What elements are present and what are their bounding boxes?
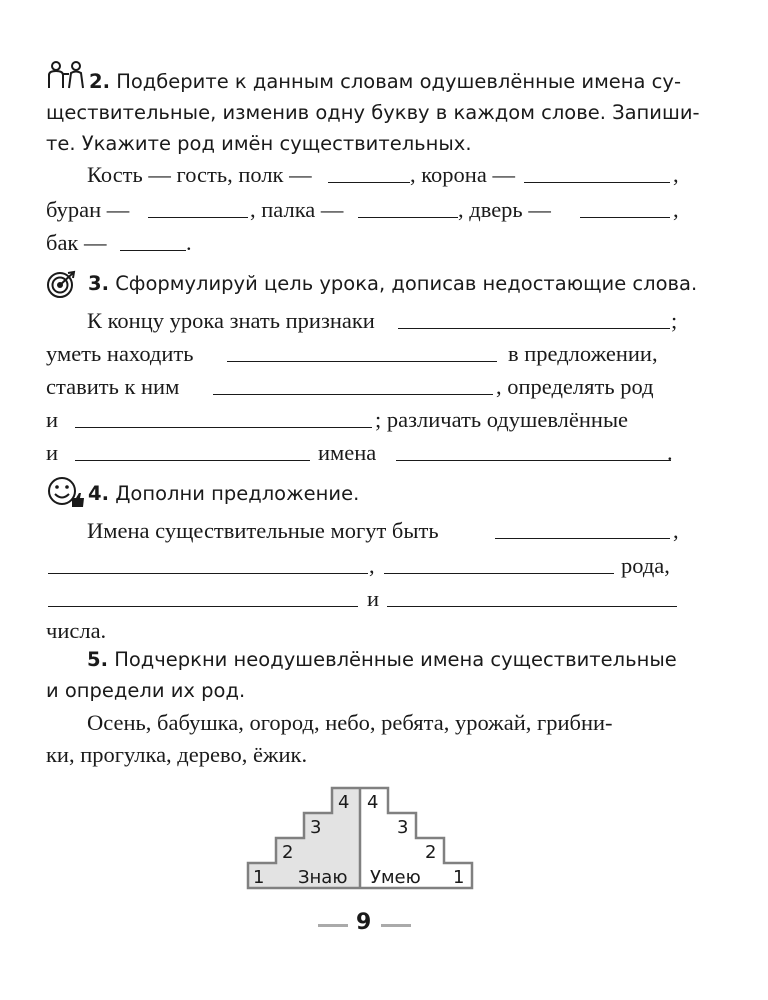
- task5-line2: и определи их род.: [46, 679, 246, 702]
- task2-ex-l1c: ,: [673, 162, 679, 187]
- task2-ex-l2d: ,: [673, 197, 679, 222]
- task4-title-line: [88, 484, 359, 504]
- stairs-right-label: Умею: [370, 867, 421, 888]
- right-step-4: 4: [367, 792, 379, 813]
- smiley-thumbs-up-icon: [46, 476, 86, 510]
- self-assessment-stairs: [240, 778, 480, 894]
- task4-blank-5[interactable]: [387, 606, 677, 607]
- task3-title-line: [88, 274, 697, 294]
- task4-blank-3[interactable]: [384, 573, 614, 574]
- target-icon: [46, 270, 76, 300]
- task3-l5b: имена: [318, 440, 377, 465]
- left-step-1: 1: [253, 867, 265, 888]
- task3-blank-4[interactable]: [75, 427, 372, 428]
- task2-blank-2[interactable]: [524, 182, 670, 183]
- right-step-3: 3: [397, 817, 409, 838]
- task2-line2: ществительные, изменив одну букву в каждом слове. Запиши-: [46, 101, 700, 124]
- task3-l2a: уметь находить: [46, 341, 194, 366]
- task3-blank-1[interactable]: [398, 328, 670, 329]
- task2-ex-l2b: , палка —: [250, 197, 344, 222]
- task4-l1a: Имена существительные могут быть: [87, 518, 439, 543]
- task3-number: 3.: [88, 272, 109, 295]
- task3-l4b: ; различать одушевлённые: [375, 407, 629, 432]
- task3-title: Сформулируй цель урока, дописав недостающие слова.: [115, 272, 698, 295]
- task4-title: Дополни предложение.: [115, 482, 360, 505]
- task2-blank-6[interactable]: [120, 250, 186, 251]
- task2-ex-l1b: , корона —: [410, 162, 515, 187]
- left-step-4: 4: [338, 792, 350, 813]
- task5-line1: [87, 650, 677, 670]
- task4-number: 4.: [88, 482, 109, 505]
- task5-ex-l2: ки, прогулка, дерево, ёжик.: [46, 742, 308, 767]
- task4-blank-2[interactable]: [48, 573, 368, 574]
- task2-blank-1[interactable]: [328, 182, 410, 183]
- left-step-2: 2: [282, 842, 294, 863]
- task4-blank-4[interactable]: [48, 606, 358, 607]
- task3-blank-6[interactable]: [396, 460, 671, 461]
- stairs-left-label: Знаю: [298, 867, 348, 888]
- task3-blank-2[interactable]: [227, 361, 497, 362]
- task4-l2a: ,: [369, 553, 375, 578]
- page-number-bar-left: [318, 924, 348, 927]
- page-number-bar-right: [381, 924, 411, 927]
- task5-number: 5.: [87, 648, 108, 671]
- task4-l1b: ,: [673, 518, 679, 543]
- task2-blank-5[interactable]: [580, 217, 670, 218]
- task2-blank-4[interactable]: [358, 217, 458, 218]
- task2-ex-l1a: Кость — гость, полк —: [87, 162, 312, 187]
- task3-blank-5[interactable]: [75, 460, 310, 461]
- task4-l4: числа.: [46, 618, 107, 643]
- task2-line1: [89, 72, 681, 92]
- task2-blank-3[interactable]: [148, 217, 248, 218]
- task2-line3: те. Укажите род имён существительных.: [46, 132, 472, 155]
- task4-l3a: и: [367, 586, 380, 611]
- task5-ex-l1: Осень, бабушка, огород, небо, ребята, урожай, грибни-: [87, 710, 613, 735]
- task3-l5c: .: [667, 440, 673, 465]
- task3-l1a: К концу урока знать признаки: [87, 308, 375, 333]
- task5-text-1: Подчеркни неодушевлённые имена существительные: [114, 648, 677, 671]
- task3-l2b: в предложении,: [508, 341, 658, 366]
- task2-ex-l3a: бак —: [46, 230, 107, 255]
- task3-l1b: ;: [671, 308, 678, 333]
- task2-text-1: Подберите к данным словам одушевлённые имена су-: [116, 70, 681, 93]
- right-step-2: 2: [425, 842, 437, 863]
- task3-l5a: и: [46, 440, 59, 465]
- page-number: 9: [356, 910, 372, 935]
- pair-work-icon: [46, 60, 88, 90]
- left-step-3: 3: [310, 817, 322, 838]
- task2-ex-l2c: , дверь —: [458, 197, 551, 222]
- task2-ex-l3b: .: [186, 230, 192, 255]
- task2-ex-l2a: буран —: [46, 197, 130, 222]
- task3-l3b: , определять род: [496, 374, 654, 399]
- task4-blank-1[interactable]: [495, 538, 670, 539]
- task3-l4a: и: [46, 407, 59, 432]
- task3-blank-3[interactable]: [213, 394, 493, 395]
- task2-number: 2.: [89, 70, 110, 93]
- task4-l2b: рода,: [621, 553, 670, 578]
- right-step-1: 1: [453, 867, 465, 888]
- task3-l3a: ставить к ним: [46, 374, 180, 399]
